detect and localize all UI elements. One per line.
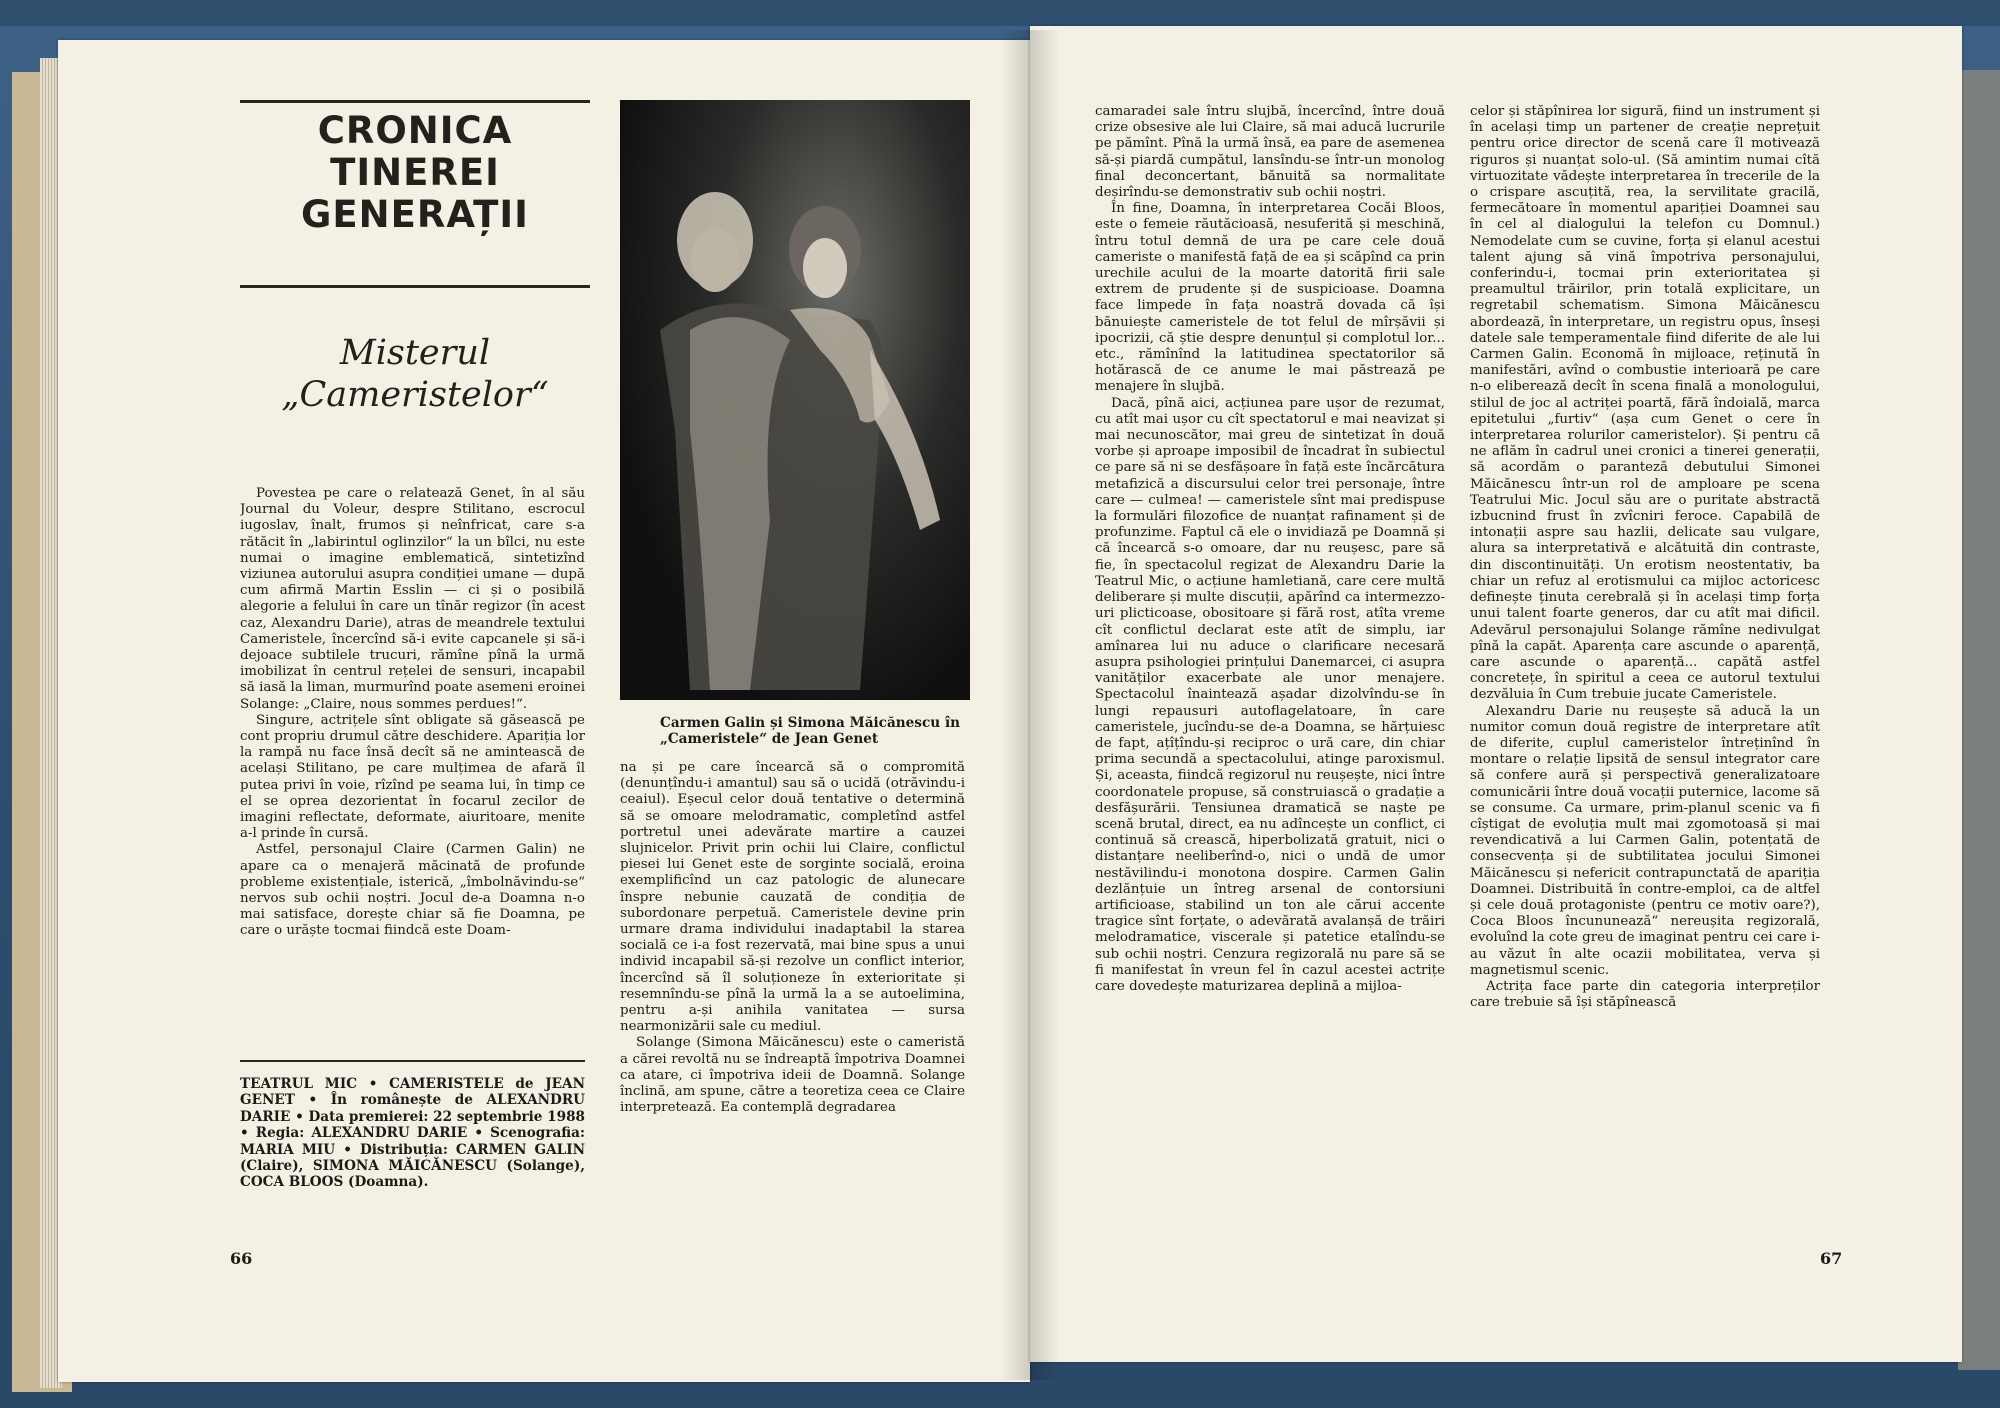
paragraph: Singure, actrițele sînt obligate să găsească pe cont propriu drumul către deschidere. Apariția lor la rampă nu face însă decît să ne amintească de același Stilitano, pe care mulțimea de afară îl putea privi în voie, rîzînd pe seama lui, în timp ce el se oprea dezorientat în focarul zecilor de imagini reflectate, deformate, aiuritoare, menite a-l prinde în cursă. [240, 712, 585, 842]
paragraph: na și pe care încearcă să o compromită (denunțîndu-i amantul) sau să o ucidă (otrăvindu-i ceaiul). Eșecul celor două tentative o determină să se omoare melodramatic, completînd astfel portretul unei adevărate martire a cauzei slujnicelor. Privit prin ochii lui Claire, conflictul piesei lui Genet este de sorginte socială, eroina exemplificînd un caz patologic de alunecare înspre nebunie cauzată de condiția de subordonare perpetuă. Cameristele devine prin urmare drama individului inadaptabil la starea socială ce i-a fost rezervată, mai bine spus a unui individ incapabil să-și rezolve un conflict interior, încercînd să îl soluționeze în exterioritate și resemnîndu-se pînă la urmă la a se autoelimina, pentru a-și anihila vanitatea — sursa nearmonizării sale cu mediul. [620, 760, 965, 1035]
page-number-right: 67 [1820, 1249, 1843, 1268]
paragraph: camaradei sale întru slujbă, încercînd, între două crize obsesive ale lui Claire, să mai aducă lucrurile pe pămînt. Pînă la urmă însă, ea pare de asemenea să-și piardă cumpătul, lansîndu-se într-un monolog final deconcertant, bănuită sa normalitate deșirîndu-se demonstrativ sub ochii noștri. [1095, 104, 1445, 201]
section-title-line-2: TINEREI [330, 151, 500, 194]
credits-rule [240, 1060, 585, 1062]
title-rule-bottom [240, 285, 590, 288]
paragraph: Solange (Simona Măicănescu) este o cameristă a cărei revoltă nu se îndreaptă împotriva Doamnei ca atare, ci împotriva ideii de Doamnă. Solange înclină, am spune, către a teoretiza ceea ce Claire interpretează. Ea contemplă degradarea [620, 1035, 965, 1116]
page-number-left: 66 [230, 1249, 253, 1268]
paragraph: Dacă, pînă aici, acțiunea pare ușor de rezumat, cu atît mai ușor cu cît spectatorul e mai neavizat și mai necunoscător, mai greu de sintetizat în două vorbe și aproape imposibil de încadrat în subiectul ce pare să ni se desfășoare în față este încărcătura metafizică a discursului celor trei personaje, între care — culmea! — cameristele sînt mai predispuse la formulări filozofice de nuanțat rafinament și de profunzime. Faptul că ele o invidiază pe Doamnă și că încearcă s-o omoare, dar nu reușesc, pare să fie, în spectacolul regizat de Alexandru Darie la Teatrul Mic, o acțiune hamletiană, care cere multă deliberare și multe discuții, apărînd ca intermezzo-uri plicticoase, obositoare și fără rost, atîta vreme cît conflictul declarat este atît de simplu, iar amînarea lui nu aduce o clarificare necesară asupra psihologiei prințului Danemarcei, ci asupra vanităților exacerbate ale unor menajere. Spectacolul înaintează așadar dizolvîndu-se în lungi repausuri autoflagelatoare, în care cameristele, jucîndu-se de-a Doamna, se hărțuiesc de fapt, ațîțîndu-și reciproc o ură care, din chiar prima secundă a spectacolului, atinge paroxismul. Și, aceasta, fiindcă regizorul nu reușește, nici între coordonatele propuse, să construiască o gradație a desfășurării. Tensiunea dramatică se naște pe scenă brutal, direct, ea nu adîncește un conflict, ci continuă să crească, hiperbolizată gratuit, nici o distanțare neeliberînd-o, nici o undă de umor nestăvilindu-i monotona dospire. Carmen Galin dezlănțuie un întreg arsenal de contorsiuni artificioase, stabilind un ton ale cărui accente tragice sînt forțate, o adevărată avalanșă de trăiri melodramatice, viscerale și patetice etalîndu-se sub ochii noștri. Cenzura regizorală nu pare să se fi manifestat în vreun fel în cazul acestei actrițe care dovedește maturizarea deplină a mijloa- [1095, 395, 1445, 994]
production-credits: TEATRUL MIC • CAMERISTELE de JEAN GENET • În românește de ALEXANDRU DARIE • Data premierei: 22 septembrie 1988 • Regia: ALEXANDRU DARIE • Scenografia: MARIA MIU • Distribuția: CARMEN GALIN (Claire), SIMONA MĂICĂNESCU (Solange), COCA BLOOS (Doamna). [240, 1076, 585, 1191]
section-title-line-3: GENERAȚII [301, 193, 529, 236]
paragraph: În fine, Doamna, în interpretarea Cocăi Bloos, este o femeie răutăcioasă, nesuferită și meschină, întru totul demnă de ura pe care cele două cameriste o manifestă față de ea și scăpînd ca prin urechile acului de la moarte datorită firii sale extrem de prudente și de suspicioase. Doamna face limpede în fața noastră dovada că își bănuiește cameristele de tot felul de mîrșăvii și ipocrizii, că știe despre denunțul și complotul lor... etc., rămînînd la latitudinea spectatorilor să hotărască de ce anume le mai păstrează pe menajere în slujbă. [1095, 201, 1445, 395]
paragraph: Alexandru Darie nu reușește să aducă la un numitor comun două registre de interpretare atît de diferite, cuplul cameristelor întreținînd în montare o relație lipsită de sensul integrator care să confere aură și perspectivă generalizatoare comunicării între două vocații puternice, lacome să se consume. Ca urmare, prim-planul scenic va fi cîștigat de evoluția mult mai zgomotoasă și mai revendicativă a lui Carmen Galin, potențată de consecvența și de subtilitatea jocului Simonei Măicănescu și nefericit contrapunctată de apariția Doamnei. Distribuită în contre-emploi, ca de altfel și cele două protagoniste (pentru ce motiv oare?), Coca Bloos încununează“ nereușita regizorală, evoluînd la cote greu de imaginat pentru cei care i-au văzut în alte ocazii mobilitatea, verva și magnetismul scenic. [1470, 703, 1820, 978]
section-title [240, 110, 590, 270]
paragraph: celor și stăpînirea lor sigură, fiind un instrument și în același timp un partener de creație neprețuit pentru orice director de scenă care îl motivează riguros și nuanțat solo-ul. (Să amintim numai cîtă virtuozitate vădește interpretarea în trecerile de la o crispare ascuțită, rea, la servilitate gracilă, fermecătoare în momentul apariției Doamnei sau în cel al dialogului la telefon cu Domnul.) Nemodelate cum se cuvine, forța și elanul acestui talent ajung să vină împotriva personajului, conferindu-i, tocmai prin exterioritatea și preamultul trăirilor, prin totală explicitare, un regretabil schematism. Simona Măicănescu abordează, în interpretare, un registru opus, înseși datele sale temperamentale fiind diferite de ale lui Carmen Galin. Economă în mijloace, reținută în manifestări, avînd o combustie interioară pe care n-o eliberează decît în scena finală a monologului, stilul de joc al actriței poartă, fără îndoială, marca epitetului „furtiv“ (așa cum Genet o cere în interpretarea rolurilor cameristelor). Și pentru că ne aflăm în cadrul unei cronici a tinerei generații, să acordăm o paranteză debutului Simonei Măicănescu într-un rol de amploare pe scena Teatrului Mic. Jocul său are o puritate abstractă izbucnind frust în zvîcniri feroce. Capabilă de intonații aspre sau hazlii, delicate sau vulgare, alura sa interpretativă e alcătuită din contraste, din discontinuități. Un erotism neostentativ, ba chiar un refuz al erotismului ca mijloc actoricesc definește ținuta cerebrală și în același timp forța unui talent foarte generos, dar cu atît mai dificil. Adevărul personajului Solange rămîne nedivulgat pînă la capăt. Aparența care ascunde o aparență, care ascunde o aparență... capătă astfel concretețe, în spiritul a ceea ce autorul textului dezvăluia în Cum trebuie jucate Cameristele. [1470, 104, 1820, 703]
book-gutter [1000, 30, 1060, 1380]
section-title-line-1: CRONICA [317, 109, 513, 152]
article-title [240, 332, 590, 416]
left-column-2 [620, 760, 965, 1230]
left-column-1 [240, 486, 585, 1056]
actresses-photo-illustration [620, 100, 970, 700]
article-title-line-2: „Cameristelor“ [281, 375, 549, 415]
title-rule-top [240, 100, 590, 103]
right-column-2 [1470, 104, 1820, 1230]
article-title-line-1: Misterul [339, 333, 491, 373]
paragraph: Astfel, personajul Claire (Carmen Galin) ne apare ca o menajeră măcinată de profunde probleme existențiale, isterică, „îmbolnăvindu-se“ nervos sub ochii noștri. Jocul de-a Doamna n-o mai satisface, dorește chiar să fie Doamna, pe care o urăște tocmai fiindcă este Doam- [240, 842, 585, 939]
paragraph: Actrița face parte din categoria interpreților care trebuie să își stăpînească [1470, 978, 1820, 1011]
right-column-1 [1095, 104, 1445, 1230]
paragraph: Povestea pe care o relatează Genet, în al său Journal du Voleur, despre Stilitano, escrocul iugoslav, înalt, frumos și neînfricat, care s-a rătăcit în „labirintul oglinzilor“ la un bîlci, nu este numai o imagine emblematică, sintetizînd viziunea autorului asupra condiției umane — după cum afirmă Martin Esslin — ci și o posibilă alegorie a felului în care un tînăr regizor (în acest caz, Alexandru Darie), atras de meandrele textului Cameristele, încercînd să-i evite capcanele și să-i dejoace subtilele trucuri, rămîne pînă la urmă imobilizat în centrul rețelei de sensuri, incapabil să iasă la liman, murmurînd poate asemeni eroinei Solange: „Claire, nous sommes perdues!“. [240, 486, 585, 712]
book-cover-edge-right [1958, 70, 2000, 1370]
theatre-photo [620, 100, 970, 700]
photo-caption: Carmen Galin și Simona Măicănescu în „Cameristele“ de Jean Genet [660, 715, 960, 747]
